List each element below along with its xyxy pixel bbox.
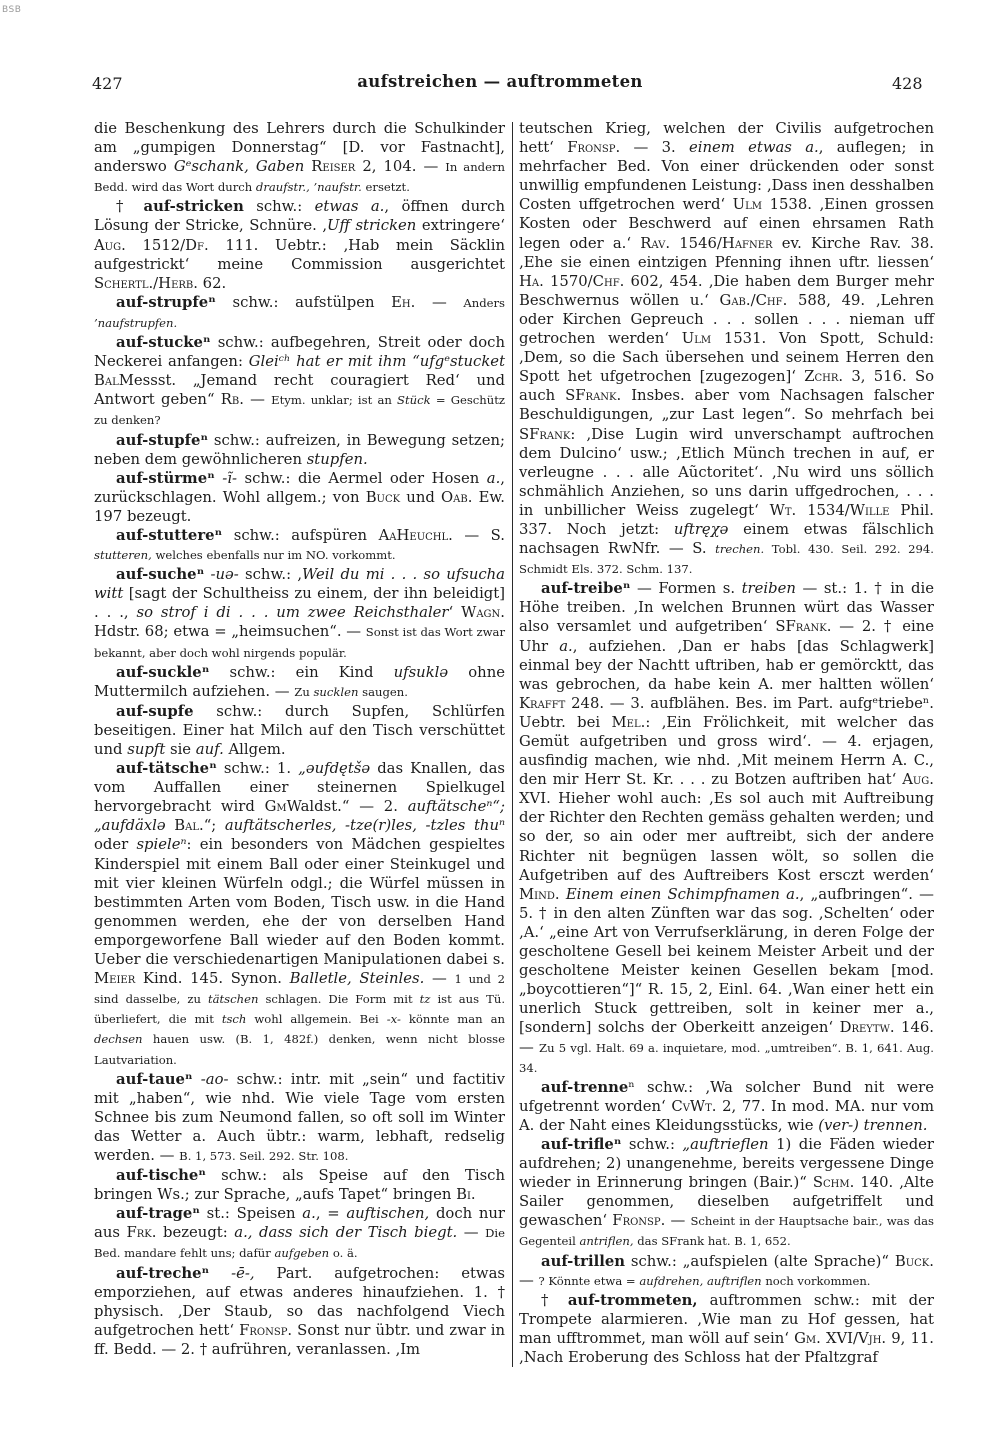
entry-text — [193, 1071, 201, 1088]
entry-headword: auf-tätscheⁿ — [116, 760, 217, 778]
entry-text: — — [424, 970, 455, 988]
entry-text: schlagen. Die Form mit — [258, 992, 420, 1007]
entry-text: Chf. — [755, 291, 788, 309]
entry-text — [209, 1265, 231, 1282]
column-divider — [512, 122, 513, 1367]
entry-text: Sonst ist das Wort zwar bekannt, aber doch wohl nirgends populär. — [94, 625, 505, 660]
continued-text — [519, 119, 934, 579]
entry-text: / — [750, 291, 756, 309]
dictionary-entry — [94, 293, 505, 333]
entry-text: Phil. 337. Noch jetzt: — [519, 501, 934, 538]
entry-text: auftätscherles, -tze(r)les, -tzles thuⁿ — [224, 817, 505, 835]
entry-text: Hdstr. 68; etwa = „heimsuchen“. — — [94, 623, 366, 641]
entry-text: XVI/ — [820, 1329, 858, 1347]
entry-text: oder — [94, 836, 137, 854]
entry-text: Anders — [463, 295, 505, 310]
entry-text: SFrank. — [775, 618, 832, 636]
entry-text: — — [665, 1212, 691, 1230]
entry-text: Fronsp. — [567, 139, 621, 157]
entry-text: — 3. — [620, 139, 690, 157]
entry-text: supft — [127, 741, 166, 758]
entry-text: Wt. — [769, 501, 797, 519]
entry-headword: auf-stricken — [143, 198, 244, 216]
entry-text: das SFrank hat. B. 1, 652. — [633, 1234, 791, 1249]
entry-text: treiben — [741, 580, 796, 598]
entry-text: „əufdętšə — [298, 760, 371, 778]
dictionary-entry — [94, 702, 505, 759]
entry-text: 1534/ — [796, 501, 850, 519]
entry-text: , = — [315, 1205, 347, 1223]
entry-headword: auf-suckleⁿ — [116, 663, 210, 681]
entry-text: — — [415, 293, 464, 311]
entry-text: ersetzt. — [361, 180, 410, 195]
entry-text: 111. Uebtr.: ‚Hab mein Säcklin aufgestrickt‘ meine Commission ausgerichtet — [94, 236, 505, 273]
dictionary-entry — [94, 333, 505, 430]
entry-text: könnte man an — [400, 1012, 505, 1027]
entry-text: Bal. — [174, 817, 204, 835]
dictionary-entry — [94, 1264, 505, 1359]
entry-text: XVI. Hieher wohl auch: ‚Es sol auch mit Auftreibung der Richter den Rechten gemäss gehalten werden; und so der, so ain oder mer auftreibt, sich der andere Richter nit begnügen lassen wölt, so sollen die Aufgetriben auf des Auftreibers Kost ersczt werden‘ — [519, 790, 934, 884]
entry-text: Aug. — [902, 771, 934, 789]
entry-text: Oab. — [441, 488, 473, 506]
entry-text: Ulm — [681, 330, 712, 348]
entry-text: schw.: — [621, 1135, 683, 1153]
entry-text: -x- — [386, 1012, 401, 1027]
entry-text: Buck — [365, 488, 401, 506]
entry-text: — — [457, 1224, 486, 1242]
entry-text: 1 und 2 sind dasselbe, zu — [94, 972, 505, 1007]
entry-headword: auf-trommeten, — [567, 1291, 698, 1309]
entry-text: st.: Speisen — [199, 1205, 303, 1223]
entry-text: Meier — [94, 970, 136, 988]
entry-text: einem etwas a. — [689, 139, 819, 157]
entry-text: schw.: als Speise auf den Tisch bringen Ws.; zur Sprache, „aufs Tapet“ bringen — [94, 1167, 505, 1204]
entry-text: Waldst.“ — 2. — [286, 798, 408, 816]
entry-text: Gm — [264, 798, 287, 816]
entry-text: teutschen Krieg, welchen der Civilis aufgetrochen hett‘ — [519, 120, 934, 157]
dictionary-entry — [94, 431, 505, 469]
entry-text: 1531. Von Spott, Schuld: ‚Dem, so die Sach übersehen und seinem Herren den Spott het ufgetrochen [zugezogen]‘ — [519, 330, 934, 386]
entry-text: Einem einen Schimpfnamen a. — [565, 885, 800, 903]
entry-text: schw.: aufstülpen — [215, 293, 392, 311]
entry-text: auftätscheⁿ“; „aufdäxlə — [94, 798, 505, 835]
entry-text: antriflen, — [579, 1234, 634, 1249]
entry-text: a., dass sich der Tisch biegt. — [234, 1224, 458, 1242]
entry-text: bezeugt: — [156, 1224, 235, 1242]
entry-text: 146. — — [519, 1019, 934, 1056]
entry-text: Fronsp. — [612, 1212, 666, 1230]
dictionary-entry — [94, 759, 505, 1070]
dictionary-entry — [94, 469, 505, 526]
entry-text: etwas a. — [314, 198, 385, 216]
entry-text: schw.: — [243, 198, 315, 216]
entry-text: einem etwas fälschlich nachsagen RwNfr. — S. — [519, 520, 934, 558]
running-header: aufstreichen — auftrommeten — [357, 72, 643, 91]
entry-text: schw.: aufbegehren, Streit oder doch Neckerei anfangen: — [94, 334, 505, 371]
entry-text: ’naufstrupfen. — [94, 315, 178, 330]
entry-text: Krafft — [519, 694, 566, 712]
entry-text: stupfen. — [306, 450, 368, 468]
entry-text: 9, 11. ‚Nach Eroberung des Schloss hat der Pfaltzgraf — [519, 1329, 934, 1366]
entry-text: 2, 104. — — [355, 158, 446, 176]
entry-text: Part. aufgetrochen: etwas emporziehen, auf etwas anderes hinaufziehen. 1. † physisch. ‚Der Staub, so das nachfolgend Viech aufgetrochen hett‘ — [94, 1264, 505, 1339]
entry-headword: auf-sucheⁿ — [116, 566, 205, 584]
entry-text — [166, 817, 175, 834]
page-number-right: 428 — [892, 74, 923, 93]
entry-text: sie — [165, 741, 196, 758]
entry-text: „auftrieflen — [682, 1135, 769, 1153]
entry-text: 1) die Fäden wieder aufdrehen; 2) unangenehme, bereits vergessene Dinge wieder in Erinnerung bringen (Bair.)“ — [519, 1135, 934, 1192]
dictionary-entry — [94, 565, 505, 662]
entry-text: Weil du mi . . . so ufsucha witt — [94, 566, 505, 603]
entry-text: und — [400, 488, 441, 506]
entry-text: schw.: ‚ — [238, 566, 302, 584]
entry-text: tsch — [221, 1012, 247, 1027]
entry-text: Bi. — [456, 1186, 476, 1204]
dictionary-entry — [519, 1252, 934, 1291]
dictionary-entry — [519, 1078, 934, 1135]
entry-text: Ha. — [519, 272, 544, 290]
entry-text: ⁿ schw.: ‚Wa solcher Bund nit were ufgetrennt worden‘ — [519, 1078, 934, 1115]
entry-text: , zurückschlagen. Wohl allgem.; von — [94, 469, 505, 506]
dictionary-entry — [519, 1135, 934, 1252]
entry-text: Zu 5 vgl. Halt. 69 a. inquietare, mod. „umtreiben“. B. 1, 641. Aug. 34. — [519, 1040, 934, 1075]
entry-text: Vjh. — [858, 1329, 887, 1347]
entry-headword: auf-trifleⁿ — [541, 1135, 622, 1153]
entry-text: so strof i di . . . um zwee Reichsthaler — [136, 604, 449, 622]
entry-text: Balletle, Steinles. — [289, 970, 425, 988]
entry-text: ufsuklə — [393, 663, 449, 681]
dictionary-entry — [94, 197, 505, 292]
entry-text: Rb. — [220, 391, 244, 409]
entry-text: ? Könnte etwa = — [538, 1273, 640, 1288]
entry-text: , „aufbringen“. — 5. † in den alten Zünften war das sog. ‚Schelten‘ oder ‚A.‘ „eine Art von Verrufserklärung, in deren Folge der gescholtene Gesell bei keinem Meister Arbeit und der gescholtene Meister keinen Gesellen bekam [mod. „boycottieren“]“ R. 15, 2, Einl. 64. ‚Wan einer hett ein unerlich Stuck gettreiben, solt in keiner mer a., [sondern] solchs der Oberkeitt anzeigen‘ — [519, 885, 934, 1037]
entry-text: 62. — [197, 274, 227, 292]
entry-text: : ‚Ein Frölichkeit, mit welcher das Gemüt aufgetriben und gross wird‘. — 4. erjagen, ausfindig machen, wie nhd. ‚Mit meinem Herrn A. C., den mir Herr St. Kr. . . . zu Botzen auftriben hat‘ — [519, 713, 934, 789]
entry-text: hauen usw. (B. 1, 482f.) denken, wenn nicht blosse Lautvariation. — [94, 1032, 505, 1067]
entry-text: — st.: 1. † in die Höhe treiben. ‚In welchen Brunnen würt das Wasser also versamlet und aufgetriben‘ — [519, 580, 934, 636]
entry-headword: auf-tischeⁿ — [116, 1167, 206, 1185]
right-column — [519, 119, 934, 1367]
entry-text: Zchr. — [804, 368, 844, 386]
dictionary-entry — [94, 526, 505, 565]
entry-text: Insbes. aber vom Nachsagen falscher Beschuldigungen, „zur Last legen“. So mehrfach bei — [519, 387, 935, 424]
entry-text: ev. Kirche Rav. 38. ‚Ehe sie einen eintzigen Pfenning ihnen uftr. liessen‘ — [519, 234, 934, 271]
entry-text: 588, 49. ‚Lehren oder Kirchen Gepreuch . . . sollen . . . nieman uff getrochen werden‘ — [519, 291, 934, 348]
entry-text: Zu — [294, 684, 314, 699]
entry-text: spieleⁿ — [136, 836, 187, 854]
entry-text: Reiser — [311, 158, 356, 176]
entry-text: † — [541, 1291, 568, 1309]
entry-text: — — [243, 391, 272, 409]
entry-text: 248. — 3. aufblähen. Bes. im Part. aufgᵉtriebeⁿ. Uebtr. bei — [519, 694, 934, 731]
entry-text: 1570/ — [543, 272, 593, 290]
entry-text: Tobl. 430. Seil. 292. 294. Schmidt Els. 372. Schm. 137. — [519, 542, 934, 577]
entry-text: Fronsp. — [239, 1321, 293, 1339]
entry-text: Schertl./Herb. — [94, 274, 198, 292]
entry-text: noch vorkommen. — [761, 1273, 871, 1288]
entry-text: = Geschütz zu denken? — [94, 393, 505, 428]
entry-headword: auf-stuttereⁿ — [116, 526, 223, 544]
entry-text: Uff stricken — [327, 217, 417, 235]
entry-text: schw.: „aufspielen (alte Sprache)“ — [625, 1252, 895, 1270]
entry-text: AaHeuchl. — [378, 526, 453, 544]
entry-text: o. ä. — [329, 1246, 358, 1261]
entry-text: schw.: durch Supfen, Schlürfen beseitigen. Einer hat Milch auf den Tisch verschüttet und — [94, 702, 505, 758]
entry-text: Wagn. — [461, 604, 505, 622]
entry-headword: auf-trenne — [541, 1078, 629, 1096]
entry-text: wohl allgemein. Bei — [246, 1012, 387, 1027]
entry-headword: auf-trecheⁿ — [116, 1264, 210, 1282]
dictionary-entry — [94, 1070, 505, 1166]
entry-headword: auf-strupfeⁿ — [116, 293, 216, 311]
entry-headword: auf-stuckeⁿ — [116, 334, 211, 352]
entry-text: Mel. — [611, 713, 646, 731]
entry-text: B. 1, 573. Seil. 292. Str. 108. — [179, 1148, 349, 1163]
entry-text: Aug. — [94, 236, 126, 254]
entry-text: a. — [302, 1205, 316, 1223]
entry-text: tz — [419, 992, 431, 1007]
entry-text: welches ebenfalls nur im NO. vorkommt. — [151, 548, 396, 563]
left-column — [94, 119, 505, 1359]
entry-text: † — [116, 198, 144, 216]
page-number-left: 427 — [92, 74, 123, 93]
entry-text: auf. — [195, 741, 224, 758]
entry-text: schw.: intr. mit „sein“ und factitiv mit „haben“, wie nhd. Wie viele Tage vom ersten Schnee bis zum Neumond fallen, so oft soll im Winter das Wetter a. Auch übtr.: warm, lebhaft, redselig werden. — — [94, 1070, 505, 1164]
entry-text: -ao- — [200, 1070, 229, 1088]
entry-text: Gab. — [719, 291, 751, 309]
entry-text: a. — [559, 637, 573, 655]
entry-text: Gleiᶜʰ hat er mit ihm “ufgᵉstucket — [248, 353, 506, 371]
entry-headword: auf-trillen — [541, 1252, 625, 1270]
entry-text: schw.: 1. — [216, 760, 299, 778]
entry-text: schw.: ein Kind — [209, 663, 394, 681]
entry-headword: auf-taueⁿ — [116, 1070, 193, 1088]
entry-text: 1546/ — [670, 234, 722, 252]
entry-text: a. — [486, 469, 501, 487]
entry-text: 3, 516. So auch — [519, 368, 934, 405]
entry-text: ‘ — [448, 604, 462, 622]
continued-text — [94, 119, 505, 197]
dictionary-entry — [94, 663, 505, 702]
entry-text: Mind. — [519, 885, 560, 903]
entry-text: — 2. † eine Uhr — [519, 618, 935, 655]
entry-text: Schm. — [812, 1174, 855, 1192]
entry-text: Kind. 145. Synon. — [135, 970, 290, 988]
entry-text: extringere‘ — [416, 217, 505, 235]
dictionary-entry — [519, 1291, 934, 1367]
entry-text: Buck. — [894, 1252, 934, 1270]
entry-text: Wille — [849, 501, 890, 519]
entry-text: schw.: aufspüren — [222, 526, 379, 544]
entry-text: — Formen s. — [630, 580, 742, 598]
entry-text: CvWt. — [671, 1097, 717, 1115]
entry-text: Chf. — [592, 272, 625, 290]
entry-headword: auf-trageⁿ — [116, 1205, 200, 1223]
entry-text: — S. — [452, 526, 505, 544]
entry-text: -uə- — [210, 566, 239, 584]
entry-text: Dreytw. — [839, 1019, 895, 1037]
entry-text: Ulm — [732, 196, 763, 214]
dictionary-entry — [519, 579, 934, 1077]
entry-text: auftischen, — [346, 1205, 430, 1223]
entry-text: dechsen — [94, 1032, 143, 1047]
entry-text: Eh. — [391, 293, 416, 311]
entry-text: ohne Muttermilch aufziehen. — — [94, 663, 505, 700]
entry-text: 1512/ — [125, 236, 186, 254]
entry-text: In andern Bedd. wird das Wort durch — [94, 160, 505, 195]
entry-text: : ein besonders von Mädchen gespieltes Kinderspiel mit einem Ball oder einer Steinkugel und mit vier kleinen Würfeln odgl.; die Würfel müssen in bestimmten Arten vom Boden, Tisch usw. in die Hand genommen werden, ehe der von derselben Hand emporgeworfene Ball wieder auf den Boden kommt. Ueber die verschiedenartigen Manipulationen dabei s. — [94, 836, 505, 969]
entry-text: SFrank — [519, 425, 571, 443]
entry-text: (ver-) trennen. — [818, 1116, 928, 1134]
entry-text: -ē-, — [231, 1264, 255, 1282]
library-stamp: BSB — [2, 5, 22, 15]
entry-text: -ĩ- — [222, 469, 238, 487]
entry-text: 140. ‚Alte Sailer genommen, dieselben aufgetriffelt und gewaschen‘ — [519, 1174, 934, 1230]
entry-text: draufstr., ’naufstr. — [255, 180, 362, 195]
entry-text: sucklen — [313, 684, 359, 699]
entry-text: Bal — [94, 372, 119, 390]
entry-text: das Knallen, das vom Auffallen einer steinernen Spielkugel hervorgebracht wird — [94, 760, 505, 816]
entry-text: 2, 77. In mod. MA. nur vom A. der Naht eines Kleidungsstücks, wie — [519, 1097, 934, 1134]
entry-text: , auflegen; in mehrfacher Bed. Von einer drückenden oder sonst unwillig empfundenen Leistung: ‚Dass inen desshalben Costen uffgetrochen werd‘ — [519, 139, 934, 214]
entry-text: aufdrehen, auftriflen — [639, 1273, 762, 1288]
entry-text: , öffnen durch Lösung der Stricke, Schnüre. ‚ — [94, 198, 506, 235]
entry-text: Die Bed. mandare fehlt uns; dafür — [94, 1226, 505, 1261]
entry-text: : ‚Dise Lugin wird unverschampt auftrochen dem Dulcino‘ usw.; ‚Etlich Münch trechen in auf, er verleugne . . . alle Aũctoritet‘. ‚Nu wird uns söllich schmählich Anziehen, so uns darin uffgedrochen, . . . in unbillicher Weiss zugelegt‘ — [519, 425, 934, 519]
entry-text: stutteren, — [94, 548, 152, 563]
entry-headword: auf-supfe — [116, 702, 194, 720]
entry-text: die Beschenkung des Lehrers durch die Schulkinder am „gumpigen Donnerstag“ [D. vor Fastnacht], anderswo — [94, 120, 505, 176]
entry-text: aufgeben — [274, 1246, 330, 1261]
entry-text: trechen. — [715, 542, 765, 557]
entry-text: , aufziehen. ‚Dan er habs [das Schlagwerk] einmal bey der Nachtt uftriben, hab er gemörcktt, das was gebrochen, da habe kein A. mer haltten wöllen‘ — [519, 637, 934, 693]
entry-headword: auf-treibeⁿ — [541, 580, 631, 598]
entry-text: schw.: aufreizen, in Bewegung setzen; neben dem gewöhnlicheren — [94, 431, 505, 468]
entry-text: schw.: die Aermel oder Hosen — [237, 469, 487, 487]
entry-text: auftrommen schw.: mit der Trompete alarmieren. ‚Wie man zu Hof gessen, hat man ufftrommet, man wöll auf sein‘ — [519, 1291, 934, 1347]
dictionary-entry — [94, 1204, 505, 1263]
entry-text: ist aus Tü. überliefert, die mit — [94, 992, 506, 1027]
entry-text: Messst. „Jemand recht couragiert Red‘ und Antwort geben“ — [94, 372, 505, 409]
entry-text: 1538. ‚Einen grossen Kosten oder Beschwerd auf einen ehrsamen Rath legen oder a.‘ — [519, 196, 935, 252]
entry-text: Frk. — [126, 1224, 157, 1242]
entry-text: doch nur aus — [94, 1205, 505, 1242]
entry-text: Allgem. — [223, 741, 286, 758]
entry-text: Stück — [397, 393, 431, 408]
entry-text: Scheint in der Hauptsache bair., was das Gegenteil — [519, 1214, 934, 1249]
entry-text: “; — [203, 817, 225, 835]
entry-headword: auf-stürmeⁿ — [116, 469, 215, 487]
entry-text: saugen. — [358, 684, 408, 699]
entry-headword: auf-stupfeⁿ — [116, 431, 209, 449]
entry-text: [sagt der Schultheiss zu einem, der ihn beleidigt] . . ., — [94, 585, 505, 622]
entry-text: Gᵉschank, Gaben — [173, 158, 305, 176]
entry-text: 602, 454. ‚Die haben dem Burger mehr Beschwernus wöllen u.‘ — [519, 272, 934, 309]
entry-text: Gm. — [794, 1329, 821, 1347]
entry-text: SFrank. — [565, 387, 622, 405]
entry-text: — — [519, 1271, 539, 1289]
entry-text: Etym. unklar; ist an — [271, 393, 398, 408]
entry-text: tätschen — [207, 992, 259, 1007]
dictionary-entry — [94, 1166, 505, 1204]
entry-text: Hafner — [721, 234, 773, 252]
entry-text: uftręχə — [673, 520, 729, 538]
entry-text: Df. — [185, 236, 209, 254]
entry-text: Ew. 197 bezeugt. — [94, 488, 505, 525]
entry-text: Rav. — [640, 234, 671, 252]
entry-text: Sonst nur übtr. und zwar in ff. Bedd. — 2. † aufrühren, veranlassen. ‚Im — [94, 1321, 505, 1358]
